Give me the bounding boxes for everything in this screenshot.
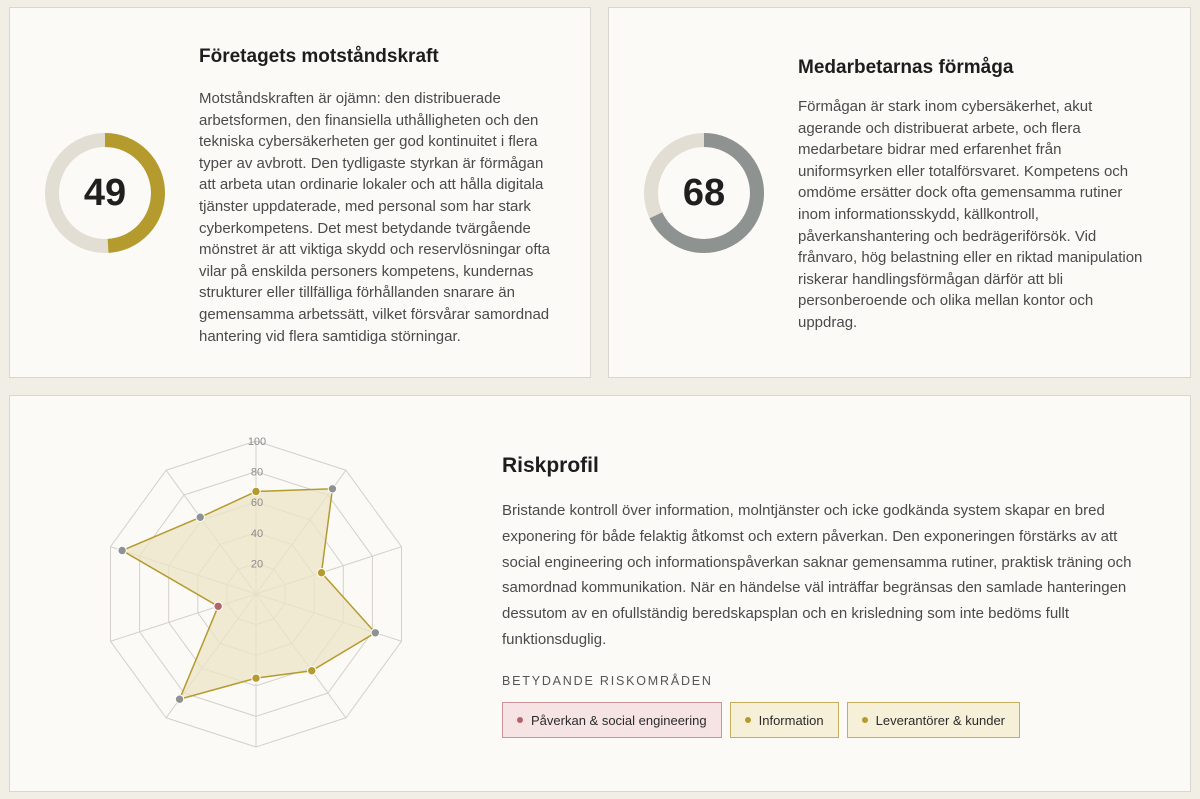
capability-title: Medarbetarnas förmåga: [798, 57, 1014, 78]
resilience-card: [9, 7, 591, 378]
radar-tick-label: 80: [250, 466, 264, 479]
text-line: Bristande kontroll över information, molntjänster och icke godkända system skapar en bred: [502, 502, 1105, 519]
radar-data-point: [214, 602, 222, 610]
status-dot-icon: [745, 717, 751, 723]
text-line: frånvaro, hög belastning eller en riktad manipulation: [798, 249, 1143, 267]
text-line: gemensamma arbetssätt, vilket försvårar samordnad: [199, 305, 550, 323]
radar-data-point: [308, 667, 316, 675]
resilience-score: 49: [83, 171, 127, 214]
resilience-score-ring: [43, 131, 167, 255]
resilience-title: Företagets motståndskraft: [199, 46, 439, 67]
text-line: agerande och distribuerat arbete, och flera: [798, 119, 1081, 137]
risk-tag-suppliers[interactable]: [847, 702, 1020, 738]
radar-data-point: [175, 695, 183, 703]
tag-label: Leverantörer & kunder: [875, 712, 1006, 728]
text-line: social engineering och informationspåverkan saknar gemensamma rutiner, praktisk träning och: [502, 553, 1132, 571]
capability-score-ring: [642, 131, 766, 255]
radar-data-point: [371, 629, 379, 637]
risk-profile-card: [9, 395, 1191, 792]
risk-radar-chart: [102, 430, 422, 770]
resilience-description: [199, 88, 561, 347]
text-line: vilar på enskilda personers kompetens, kundernas: [199, 262, 534, 280]
capability-score: 68: [682, 171, 726, 214]
text-line: arbetsformen, den finansiella uthålligheten och den: [199, 111, 539, 129]
text-line: dessutom av en ofullständig beredskapsplan och en krisledning som inte bedöms fullt: [502, 605, 1069, 623]
status-dot-icon: [862, 717, 868, 723]
radar-tick-label: 40: [250, 527, 264, 540]
text-line: påverkanshantering och bedrägeriförsök. Vid: [798, 227, 1097, 245]
radar-series-area: [122, 489, 375, 699]
text-line: tjänster uppdaterade, med personal som har stark: [199, 197, 531, 215]
tag-label: Påverkan & social engineering: [531, 712, 707, 728]
radar-tick-label: 60: [250, 497, 264, 510]
text-line: inom informationsskydd, källkontroll,: [798, 205, 1039, 223]
risk-area-tags: [502, 702, 1020, 738]
text-line: samordnad kommunikation. När en händelse väl inträffar begränsas den samlade hanteringen: [502, 579, 1127, 597]
radar-data-point: [328, 485, 336, 493]
risk-tag-influence[interactable]: [502, 702, 722, 738]
text-line: Motståndskraften är ojämn: den distribuerade: [199, 90, 501, 107]
radar-data-point: [252, 487, 260, 495]
radar-tick-label: 20: [250, 558, 264, 571]
text-line: mönstret är att viktiga skydd och reservlösningar ofta: [199, 241, 550, 259]
risk-title: Riskprofil: [502, 454, 599, 477]
radar-data-point: [118, 546, 126, 554]
text-line: uniformsyrken eller totalförsvaret. Kompetens och: [798, 162, 1129, 180]
text-line: uppdrag.: [798, 313, 858, 331]
text-line: hantering vid flera samtidiga störningar.: [199, 327, 461, 345]
text-line: funktionsduglig.: [502, 630, 607, 648]
text-line: tekniska cybersäkerheten ger god kontinuitet i flera: [199, 133, 538, 151]
text-line: exponering för både felaktig åtkomst och extern påverkan. Den exponeringen förstärks av att: [502, 527, 1118, 545]
text-line: strukturer eller tillfälliga förhållanden snarare än: [199, 284, 515, 302]
text-line: cyberkompetens. Det mest betydande tvärgående: [199, 219, 531, 237]
status-dot-icon: [517, 717, 523, 723]
risk-description: [502, 498, 1152, 653]
text-line: typer av avbrott. Den tydligaste styrkan är förmågan: [199, 154, 544, 172]
radar-data-point: [196, 513, 204, 521]
text-line: personberoende och olika mellan kontor och: [798, 292, 1094, 310]
capability-card: [608, 7, 1191, 378]
radar-data-point: [252, 674, 260, 682]
capability-description: [798, 96, 1150, 334]
text-line: omdöme ersätter dock ofta gemensamma rutiner: [798, 184, 1123, 202]
tag-label: Information: [758, 712, 824, 728]
text-line: medarbetare bidrar med erfarenhet från: [798, 141, 1062, 159]
text-line: att arbeta utan ordinarie lokaler och att hålla digitala: [199, 176, 544, 194]
text-line: riskerar handlingsförmågan därför att bli: [798, 270, 1064, 288]
text-line: Förmågan är stark inom cybersäkerhet, akut: [798, 98, 1093, 115]
risk-areas-label: BETYDANDE RISKOMRÅDEN: [502, 674, 713, 688]
risk-tag-information[interactable]: [730, 702, 839, 738]
radar-data-point: [317, 569, 325, 577]
radar-tick-label: 100: [247, 436, 267, 448]
